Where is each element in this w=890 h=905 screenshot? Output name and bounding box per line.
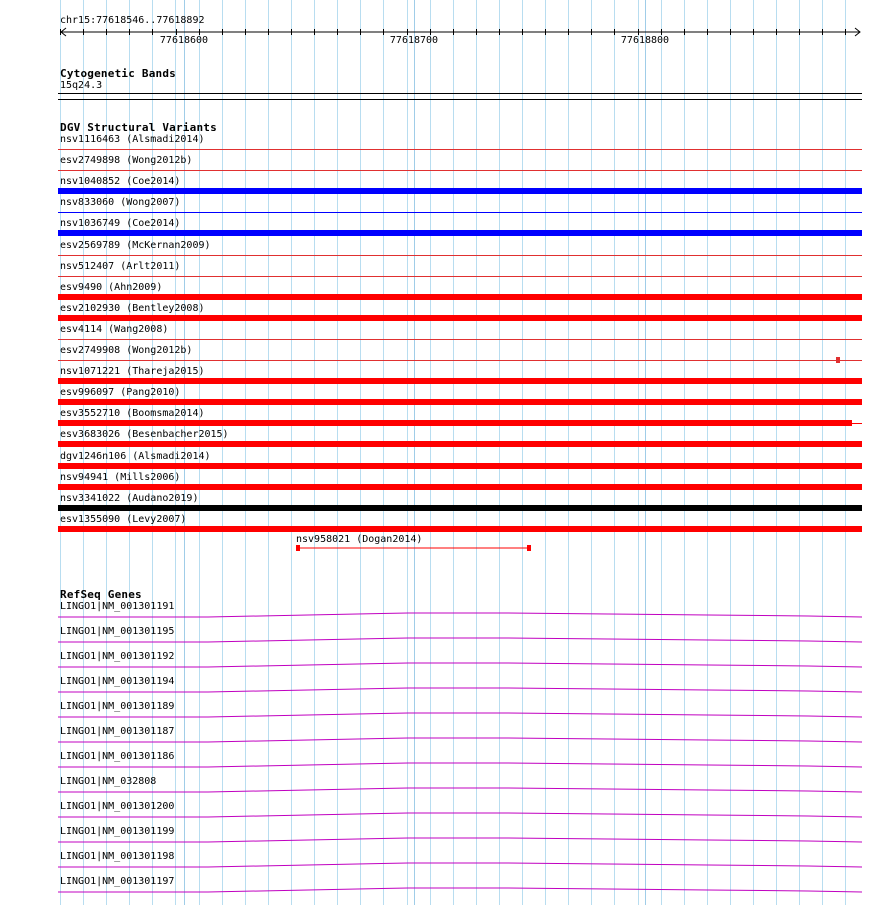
ruler-tick-label: 77618800 [620, 35, 670, 46]
dgv-feature-bar[interactable] [58, 315, 862, 321]
dgv-feature-bar[interactable] [58, 276, 862, 277]
dgv-feature-label[interactable]: nsv1071221 (Thareja2015) [60, 366, 205, 378]
dgv-feature-label[interactable]: nsv1040852 (Coe2014) [60, 176, 181, 188]
refseq-gene-model[interactable] [58, 686, 864, 694]
cytoband-track-title: Cytogenetic Bands [60, 67, 176, 80]
refseq-gene-label[interactable]: LINGO1|NM_001301199 [60, 826, 175, 837]
dgv-feature-end-cap [836, 357, 840, 363]
refseq-gene-model[interactable] [58, 811, 864, 819]
refseq-track-title: RefSeq Genes [60, 588, 142, 601]
cytoband-bar-bottom[interactable] [58, 99, 862, 100]
refseq-gene-model[interactable] [58, 611, 864, 619]
refseq-gene-label[interactable]: LINGO1|NM_001301187 [60, 726, 175, 737]
refseq-gene-model[interactable] [58, 886, 864, 894]
dgv-feature-bar[interactable] [58, 149, 862, 150]
dgv-feature-label[interactable]: esv996097 (Pang2010) [60, 387, 181, 399]
dgv-feature-label[interactable]: nsv94941 (Mills2006) [60, 471, 181, 483]
refseq-gene-model[interactable] [58, 661, 864, 669]
dgv-feature-label[interactable]: esv9490 (Ahn2009) [60, 281, 163, 293]
dgv-feature-bar[interactable] [58, 484, 862, 490]
refseq-gene-label[interactable]: LINGO1|NM_001301194 [60, 676, 175, 687]
refseq-gene-label[interactable]: LINGO1|NM_001301191 [60, 601, 175, 612]
refseq-gene-model[interactable] [58, 836, 864, 844]
dgv-feature-bar[interactable] [58, 255, 862, 256]
dgv-feature-label[interactable]: esv1355090 (Levy2007) [60, 513, 187, 525]
dgv-feature-label[interactable]: esv3683026 (Besenbacher2015) [60, 429, 229, 441]
refseq-gene-model[interactable] [58, 736, 864, 744]
dgv-feature-bar[interactable] [58, 505, 862, 511]
dgv-feature-label[interactable]: nsv1116463 (Alsmadi2014) [60, 134, 205, 145]
dgv-feature-label-extra[interactable]: nsv958021 (Dogan2014) [296, 534, 423, 545]
refseq-gene-label[interactable]: LINGO1|NM_001301186 [60, 751, 175, 762]
refseq-gene-model[interactable] [58, 761, 864, 769]
dgv-feature-bar[interactable] [58, 294, 862, 300]
dgv-feature-label[interactable]: esv2569789 (McKernan2009) [60, 239, 211, 251]
dgv-feature-label[interactable]: esv2749898 (Wong2012b) [60, 155, 193, 167]
refseq-gene-label[interactable]: LINGO1|NM_001301195 [60, 626, 175, 637]
refseq-gene-label[interactable]: LINGO1|NM_001301192 [60, 651, 175, 662]
refseq-gene-model[interactable] [58, 786, 864, 794]
dgv-feature-bar[interactable] [58, 170, 862, 171]
dgv-feature-tail [852, 423, 862, 424]
dgv-feature-bar[interactable] [58, 526, 862, 532]
dgv-feature-bar-extra[interactable] [296, 544, 534, 552]
dgv-feature-label[interactable]: nsv833060 (Wong2007) [60, 197, 181, 209]
dgv-feature-bar[interactable] [58, 420, 852, 426]
dgv-feature-bar[interactable] [58, 339, 862, 340]
refseq-gene-label[interactable]: LINGO1|NM_001301200 [60, 801, 175, 812]
refseq-gene-model[interactable] [58, 711, 864, 719]
dgv-track-title: DGV Structural Variants [60, 121, 217, 134]
location-label: chr15:77618546..77618892 [60, 15, 205, 26]
ruler-tick-label: 77618600 [159, 35, 209, 46]
refseq-gene-label[interactable]: LINGO1|NM_032808 [60, 776, 157, 787]
dgv-feature-bar[interactable] [58, 463, 862, 469]
dgv-feature-label[interactable]: esv2102930 (Bentley2008) [60, 302, 205, 314]
refseq-gene-model[interactable] [58, 861, 864, 869]
ruler-tick-label: 77618700 [389, 35, 439, 46]
dgv-feature-bar[interactable] [58, 441, 862, 447]
refseq-gene-label[interactable]: LINGO1|NM_001301189 [60, 701, 175, 712]
dgv-feature-label[interactable]: nsv512407 (Arlt2011) [60, 260, 181, 272]
dgv-feature-bar[interactable] [58, 230, 862, 236]
dgv-feature-bar[interactable] [58, 212, 862, 213]
dgv-feature-bar[interactable] [58, 378, 862, 384]
dgv-feature-bar[interactable] [58, 360, 862, 361]
dgv-feature-label[interactable]: dgv1246n106 (Alsmadi2014) [60, 450, 211, 462]
dgv-feature-label[interactable]: nsv3341022 (Audano2019) [60, 492, 199, 504]
dgv-feature-label[interactable]: esv2749908 (Wong2012b) [60, 345, 193, 356]
dgv-feature-bar[interactable] [58, 399, 862, 405]
dgv-feature-label[interactable]: esv4114 (Wang2008) [60, 323, 169, 335]
dgv-feature-label[interactable]: nsv1036749 (Coe2014) [60, 218, 181, 230]
dgv-feature-label[interactable]: esv3552710 (Boomsma2014) [60, 408, 205, 420]
refseq-gene-label[interactable]: LINGO1|NM_001301197 [60, 876, 175, 887]
refseq-gene-model[interactable] [58, 636, 864, 644]
refseq-gene-label[interactable]: LINGO1|NM_001301198 [60, 851, 175, 862]
cytoband-bar-top[interactable] [58, 93, 862, 94]
dgv-feature-bar[interactable] [58, 188, 862, 194]
cytoband-label[interactable]: 15q24.3 [60, 80, 103, 91]
